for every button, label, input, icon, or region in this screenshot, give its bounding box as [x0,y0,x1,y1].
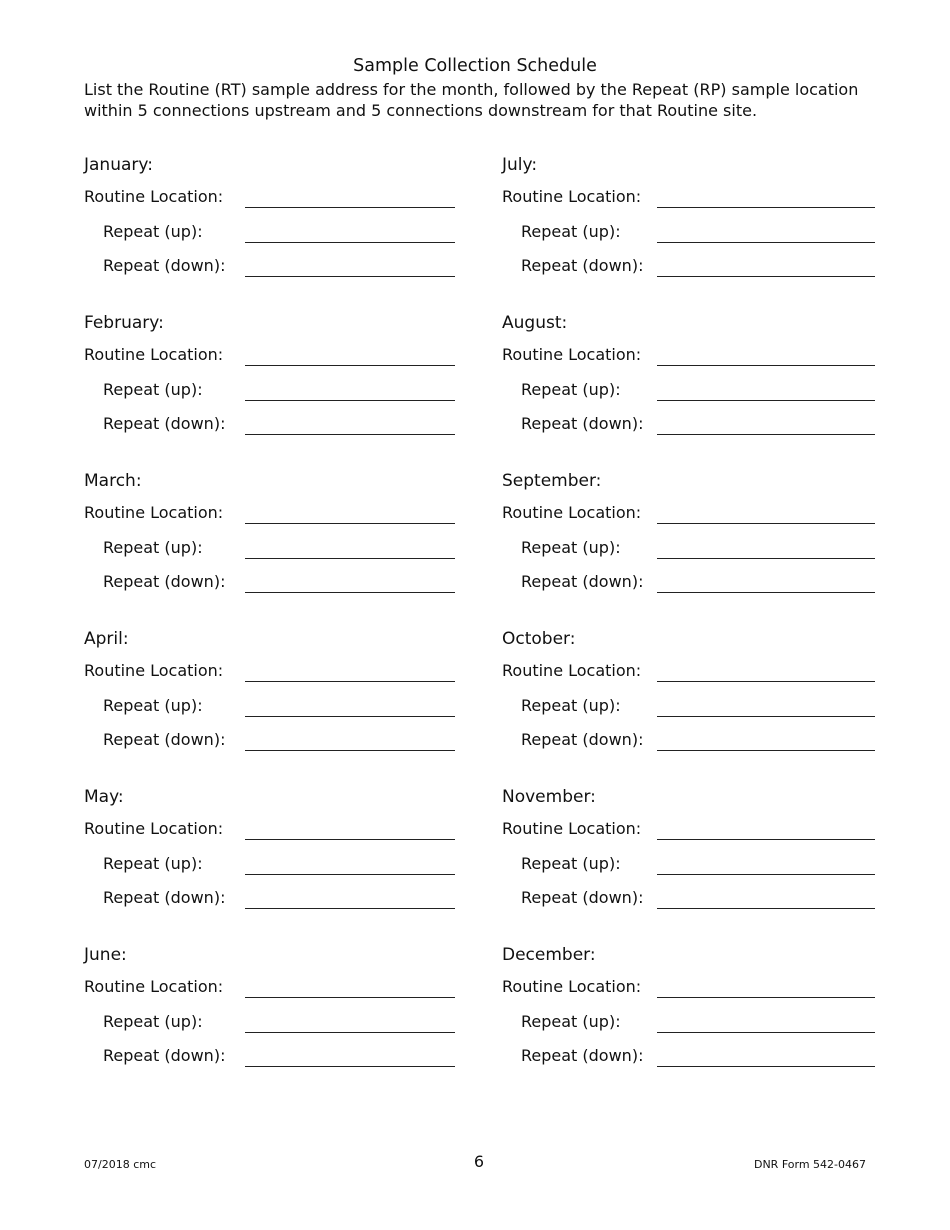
repeat-up-row [502,221,621,256]
month-label: November: [502,787,596,807]
routine-location-row [502,502,642,537]
month-section [84,786,226,944]
repeat-up-field[interactable] [657,242,875,243]
repeat-up-label: Repeat (up): [521,1011,621,1031]
routine-location-field[interactable] [657,839,875,840]
repeat-down-field[interactable] [245,592,455,593]
repeat-down-field[interactable] [657,908,875,909]
repeat-up-field[interactable] [657,400,875,401]
repeat-up-row [84,537,203,572]
repeat-up-row [502,1011,621,1046]
repeat-up-label: Repeat (up): [103,1011,203,1031]
repeat-up-label: Repeat (up): [103,379,203,399]
routine-location-label: Routine Location: [502,187,642,206]
repeat-up-label: Repeat (up): [521,379,621,399]
month-section [84,628,226,786]
repeat-down-row [84,413,226,448]
repeat-down-row [84,571,226,606]
month-label: March: [84,471,142,491]
repeat-up-label: Repeat (up): [521,537,621,557]
repeat-down-label: Repeat (down): [103,888,226,907]
routine-location-field[interactable] [657,681,875,682]
repeat-up-label: Repeat (up): [103,695,203,715]
repeat-up-row [502,695,621,730]
routine-location-field[interactable] [245,681,455,682]
month-label: October: [502,629,576,649]
repeat-down-label: Repeat (down): [103,414,226,433]
repeat-up-row [502,853,621,888]
repeat-up-label: Repeat (up): [103,537,203,557]
repeat-down-label: Repeat (down): [521,572,644,591]
right-column [502,154,644,1102]
routine-location-row [502,976,642,1011]
month-label: July: [502,155,538,175]
repeat-down-row [502,413,644,448]
routine-location-row [502,818,642,853]
routine-location-label: Routine Location: [84,819,224,838]
routine-location-field[interactable] [657,365,875,366]
repeat-down-label: Repeat (down): [103,1046,226,1065]
month-label: May: [84,787,124,807]
repeat-down-field[interactable] [245,908,455,909]
repeat-down-field[interactable] [657,1066,875,1067]
routine-location-row [84,818,224,853]
repeat-up-row [84,379,203,414]
routine-location-row [84,344,224,379]
routine-location-field[interactable] [245,207,455,208]
month-section [502,312,644,470]
repeat-down-field[interactable] [245,434,455,435]
month-section [84,470,226,628]
repeat-up-field[interactable] [657,558,875,559]
repeat-up-field[interactable] [245,874,455,875]
routine-location-label: Routine Location: [502,819,642,838]
routine-location-row [502,344,642,379]
routine-location-field[interactable] [657,997,875,998]
routine-location-row [84,660,224,695]
repeat-down-row [502,1045,644,1080]
repeat-down-label: Repeat (down): [521,1046,644,1065]
footer [84,1152,874,1176]
repeat-up-label: Repeat (up): [103,221,203,241]
repeat-down-label: Repeat (down): [521,730,644,749]
repeat-up-field[interactable] [657,716,875,717]
routine-location-label: Routine Location: [84,187,224,206]
routine-location-label: Routine Location: [502,661,642,680]
routine-location-label: Routine Location: [84,977,224,996]
month-section [502,470,644,628]
page-number: 6 [473,1152,485,1171]
repeat-up-row [84,695,203,730]
footer-date: 07/2018 cmc [84,1158,157,1171]
repeat-down-label: Repeat (down): [103,730,226,749]
repeat-up-row [502,379,621,414]
repeat-down-field[interactable] [657,750,875,751]
routine-location-label: Routine Location: [502,977,642,996]
routine-location-field[interactable] [657,523,875,524]
repeat-up-row [84,1011,203,1046]
routine-location-row [502,186,642,221]
month-label: December: [502,945,596,965]
month-label: January: [84,155,153,175]
repeat-down-field[interactable] [245,276,455,277]
repeat-down-row [84,887,226,922]
month-section [502,944,644,1102]
repeat-up-row [502,537,621,572]
repeat-down-label: Repeat (down): [103,256,226,275]
repeat-up-field[interactable] [245,716,455,717]
repeat-down-field[interactable] [657,276,875,277]
repeat-up-label: Repeat (up): [521,221,621,241]
repeat-down-row [84,255,226,290]
routine-location-row [84,502,224,537]
repeat-up-row [84,221,203,256]
routine-location-label: Routine Location: [84,503,224,522]
month-section [502,628,644,786]
routine-location-field[interactable] [245,365,455,366]
month-section [502,786,644,944]
routine-location-row [84,976,224,1011]
repeat-up-field[interactable] [657,874,875,875]
repeat-down-field[interactable] [245,750,455,751]
month-label: April: [84,629,129,649]
repeat-down-label: Repeat (down): [103,572,226,591]
repeat-up-label: Repeat (up): [103,853,203,873]
repeat-up-label: Repeat (up): [521,695,621,715]
repeat-down-field[interactable] [657,434,875,435]
routine-location-row [84,186,224,221]
repeat-down-label: Repeat (down): [521,414,644,433]
repeat-down-label: Repeat (down): [521,256,644,275]
routine-location-field[interactable] [245,839,455,840]
repeat-up-field[interactable] [245,400,455,401]
repeat-up-field[interactable] [245,1032,455,1033]
routine-location-field[interactable] [245,997,455,998]
repeat-up-row [84,853,203,888]
repeat-up-field[interactable] [657,1032,875,1033]
repeat-down-row [502,571,644,606]
routine-location-field[interactable] [245,523,455,524]
repeat-up-label: Repeat (up): [521,853,621,873]
routine-location-field[interactable] [657,207,875,208]
repeat-up-field[interactable] [245,242,455,243]
routine-location-label: Routine Location: [502,345,642,364]
month-label: September: [502,471,602,491]
month-section [84,312,226,470]
routine-location-label: Routine Location: [84,661,224,680]
month-label: June: [84,945,127,965]
repeat-down-label: Repeat (down): [521,888,644,907]
routine-location-label: Routine Location: [84,345,224,364]
repeat-down-row [84,1045,226,1080]
instructions-text: List the Routine (RT) sample address for the month, followed by the Repeat (RP) sample location within 5 connections upstream and 5 connections downstream for that Routine site. [84,80,859,120]
form-number: DNR Form 542-0467 [753,1158,866,1171]
month-label: August: [502,313,568,333]
repeat-up-field[interactable] [245,558,455,559]
repeat-down-field[interactable] [657,592,875,593]
repeat-down-row [502,887,644,922]
month-section [502,154,644,312]
month-section [84,944,226,1102]
month-section [84,154,226,312]
repeat-down-row [502,255,644,290]
page-title: Sample Collection Schedule [353,56,597,76]
repeat-down-field[interactable] [245,1066,455,1067]
repeat-down-row [84,729,226,764]
routine-location-row [502,660,642,695]
left-column [84,154,226,1102]
month-label: February: [84,313,164,333]
routine-location-label: Routine Location: [502,503,642,522]
repeat-down-row [502,729,644,764]
